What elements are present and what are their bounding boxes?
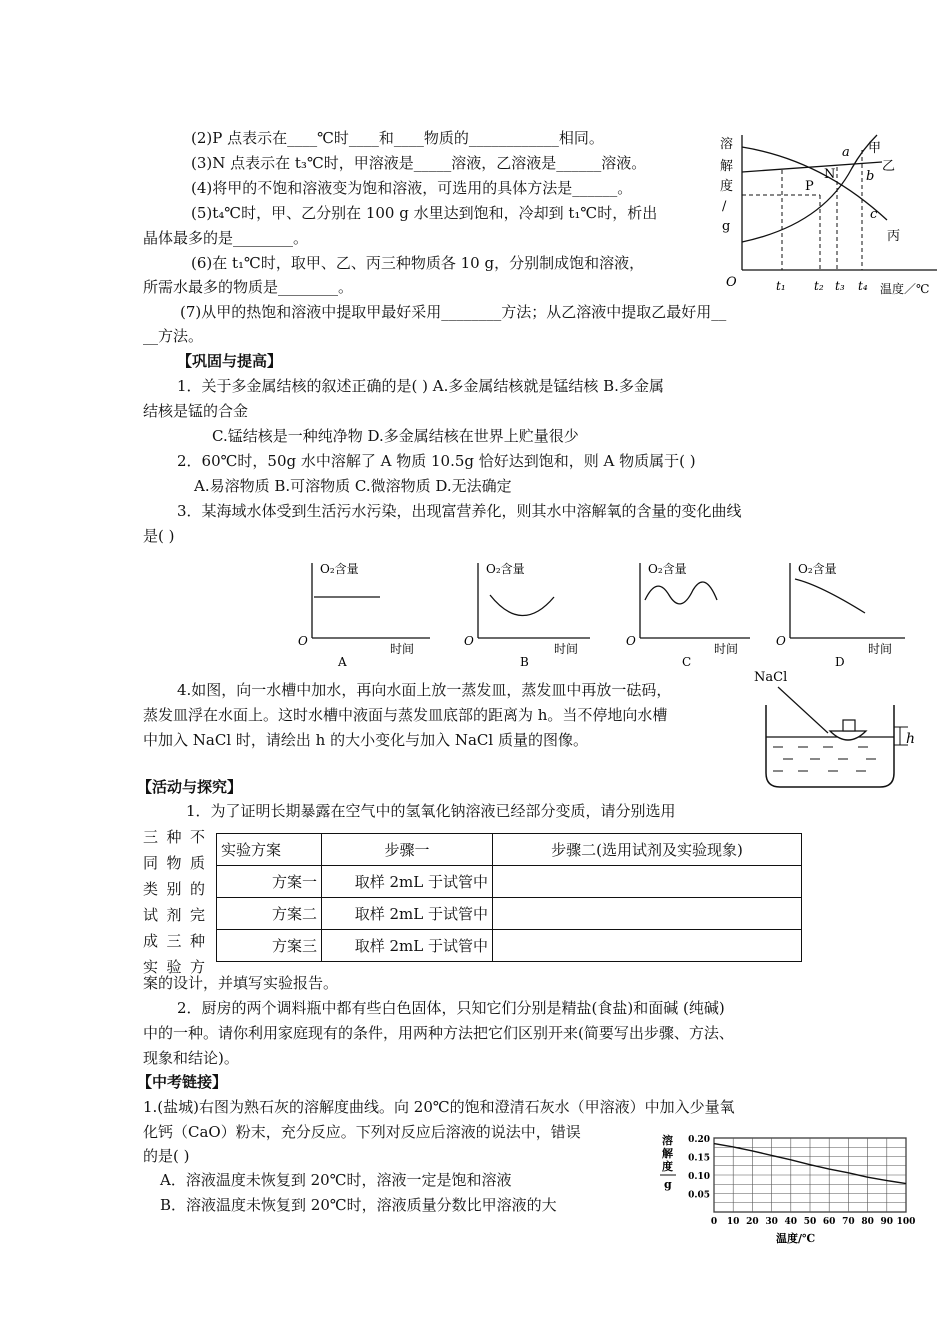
- c-q4-line3: 中加入 NaCl 时，请绘出 h 的大小变化与加入 NaCl 质量的图像。: [143, 731, 588, 749]
- e-option-b: B．溶液温度未恢复到 20℃时，溶液质量分数比甲溶液的大: [160, 1196, 557, 1214]
- c-q4-line2: 蒸发皿浮在水面上。这时水槽中液面与蒸发皿底部的距离为 h。当不停地向水槽: [143, 706, 668, 724]
- table-cell: 取样 2mL 于试管中: [322, 898, 493, 930]
- e-q1-line2: 化钙（CaO）粉末，充分反应。下列对反应后溶液的说法中，错误: [143, 1123, 581, 1141]
- q-n-point: (3)N 点表示在 t₃℃时，甲溶液是_____溶液，乙溶液是______溶液。: [191, 154, 647, 172]
- svg-text:度: 度: [662, 1160, 673, 1173]
- o2-chart-d: [776, 562, 905, 669]
- lime-x-tick-label: 30: [765, 1217, 778, 1227]
- a-q1-vertical-4: 试 剂 完: [143, 906, 205, 924]
- nacl-label: NaCl: [754, 670, 788, 685]
- svg-text:B: B: [520, 655, 529, 669]
- lime-x-tick-label: 40: [784, 1217, 798, 1227]
- table-cell: 方案一: [217, 866, 322, 898]
- svg-text:A: A: [338, 655, 347, 669]
- lime-x-ticks: [711, 1217, 916, 1227]
- c-q1-line1: 1．关于多金属结核的叙述正确的是( ) A.多金属结核就是锰结核 B.多金属: [177, 377, 664, 395]
- q-water-a: (6)在 t₁℃时，取甲、乙、丙三种物质各 10 g，分别制成饱和溶液，: [191, 254, 645, 272]
- svg-text:O₂含量: O₂含量: [798, 562, 837, 576]
- table-cell: 方案二: [217, 898, 322, 930]
- lime-x-tick-label: 70: [842, 1217, 855, 1227]
- svg-text:O₂含量: O₂含量: [648, 562, 687, 576]
- svg-text:溶: 溶: [720, 137, 734, 152]
- table-cell: 方案三: [217, 930, 322, 962]
- heading-consolidate: 【巩固与提高】: [177, 352, 283, 370]
- a-q1-vertical-3: 类 别 的: [143, 880, 205, 898]
- lime-x-tick-label: 100: [896, 1217, 916, 1227]
- e-option-a: A．溶液温度未恢复到 20℃时，溶液一定是饱和溶液: [160, 1171, 512, 1189]
- tick-t2: t₂: [814, 279, 824, 293]
- svg-text:解: 解: [720, 159, 734, 174]
- c-q2-line1: 2．60℃时，50g 水中溶解了 A 物质 10.5g 恰好达到饱和，则 A 物质属于( ): [177, 452, 696, 470]
- q-crystal-a: (5)t₄℃时，甲、乙分别在 100 g 水里达到饱和，冷却到 t₁℃时，析出: [191, 204, 658, 222]
- heading-activity: 【活动与探究】: [137, 778, 243, 796]
- c-q1-line2: 结核是锰的合金: [143, 402, 249, 420]
- svg-text:溶: 溶: [662, 1134, 673, 1147]
- x-label: 温度／℃: [880, 282, 930, 296]
- y-label: [720, 136, 733, 234]
- lime-x-tick-label: 60: [822, 1217, 836, 1227]
- heading-exam: 【中考链接】: [137, 1073, 228, 1091]
- svg-text:O₂含量: O₂含量: [320, 562, 359, 576]
- lime-x-tick-label: 80: [861, 1217, 874, 1227]
- c-q3-line1: 3．某海域水体受到生活污水污染，出现富营养化，则其水中溶解氧的含量的变化曲线: [177, 502, 742, 520]
- svg-text:O₂含量: O₂含量: [486, 562, 525, 576]
- a-q1-line-end: 案的设计，并填写实验报告。: [143, 974, 339, 992]
- svg-text:O: O: [776, 634, 786, 648]
- lime-y-tick-label: 0.05: [688, 1190, 710, 1201]
- point-a-label: a: [842, 145, 850, 160]
- svg-text:O: O: [626, 634, 636, 648]
- svg-text:度: 度: [720, 179, 734, 194]
- q-extract-a: (7)从甲的热饱和溶液中提取甲最好采用________方法；从乙溶液中提取乙最好用__: [180, 303, 727, 321]
- water-dashes: [773, 747, 876, 771]
- series-bing-label: 丙: [887, 229, 901, 244]
- table-cell: 取样 2mL 于试管中: [322, 866, 493, 898]
- table-row: [217, 866, 802, 898]
- tick-t4: t₄: [858, 279, 868, 293]
- tick-t1: t₁: [776, 279, 786, 293]
- svg-text:O: O: [298, 634, 308, 648]
- o2-chart-a: [298, 562, 430, 669]
- c-q3-line2: 是( ): [143, 527, 175, 545]
- a-q1-vertical-5: 成 三 种: [143, 932, 205, 950]
- svg-text:时间: 时间: [554, 642, 579, 656]
- point-b-label: b: [866, 169, 875, 184]
- e-q1-line3: 的是( ): [143, 1147, 190, 1165]
- o2-chart-c: [626, 562, 750, 669]
- a-q1-vertical-1: 三 种 不: [143, 828, 205, 846]
- trough-figure: [748, 665, 928, 795]
- svg-text:解: 解: [662, 1147, 673, 1160]
- table-cell-blank[interactable]: [493, 930, 802, 962]
- o2-chart-b: [464, 562, 590, 669]
- a-q2-line3: 现象和结论)。: [143, 1049, 239, 1067]
- lime-y-ticks: [688, 1135, 710, 1201]
- origin-label: O: [726, 275, 737, 290]
- table-cell: 取样 2mL 于试管中: [322, 930, 493, 962]
- table-cell-blank[interactable]: [493, 866, 802, 898]
- svg-text:D: D: [835, 655, 845, 669]
- e-q1-line1: 1.(盐城)右图为熟石灰的溶解度曲线。向 20℃的饱和澄清石灰水（甲溶液）中加入少量氧: [143, 1098, 735, 1116]
- tick-t3: t₃: [835, 279, 845, 293]
- h-label: h: [906, 731, 916, 747]
- a-q1-line1: 1．为了证明长期暴露在空气中的氢氧化钠溶液已经部分变质，请分别选用: [186, 802, 676, 820]
- lime-x-tick-label: 90: [880, 1217, 894, 1227]
- table-header: 步骤二(选用试剂及实验现象): [493, 834, 802, 866]
- a-q2-line1: 2．厨房的两个调料瓶中都有些白色固体，只知它们分别是精盐(食盐)和面碱 (纯碱): [177, 999, 725, 1017]
- svg-text:g: g: [664, 1178, 672, 1191]
- a-q1-vertical-6: 实 验 方: [143, 958, 205, 976]
- svg-text:O: O: [464, 634, 474, 648]
- table-cell-blank[interactable]: [493, 898, 802, 930]
- svg-text:g: g: [722, 219, 731, 234]
- series-yi-label: 乙: [882, 159, 896, 174]
- lime-x-tick-label: 10: [726, 1217, 740, 1227]
- lime-x-label: 温度/℃: [776, 1232, 816, 1245]
- a-q2-line2: 中的一种。请你利用家庭现有的条件，用两种方法把它们区别开来(简要写出步骤、方法、: [143, 1024, 734, 1042]
- evaporating-dish: [830, 731, 866, 740]
- lime-y-tick-label: 0.20: [688, 1135, 710, 1145]
- q-crystal-b: 晶体最多的是________。: [143, 229, 309, 247]
- svg-text:/: /: [722, 199, 727, 214]
- lime-y-tick-label: 0.10: [688, 1172, 710, 1182]
- q-extract-b: __方法。: [143, 327, 204, 345]
- svg-text:时间: 时间: [714, 642, 739, 656]
- solubility-curve-figure: [712, 130, 942, 300]
- c-q4-line1: 4.如图，向一水槽中加水，再向水面上放一蒸发皿，蒸发皿中再放一砝码，: [177, 681, 672, 699]
- table-header: 实验方案: [217, 834, 322, 866]
- point-c-label: c: [870, 207, 878, 222]
- svg-text:时间: 时间: [868, 642, 893, 656]
- q-unsaturated: (4)将甲的不饱和溶液变为饱和溶液，可选用的具体方法是______。: [191, 179, 633, 197]
- svg-text:C: C: [682, 655, 692, 669]
- lime-y-label: [660, 1133, 676, 1191]
- point-p-label: P: [805, 179, 814, 194]
- c-q1-line3: C.锰结核是一种纯净物 D.多金属结核在世界上贮量很少: [212, 427, 579, 445]
- point-n-label: N: [824, 167, 836, 182]
- q-water-b: 所需水最多的物质是________。: [143, 278, 354, 296]
- c-q2-line2: A.易溶物质 B.可溶物质 C.微溶物质 D.无法确定: [194, 477, 512, 495]
- lime-x-tick-label: 0: [710, 1217, 718, 1227]
- o2-charts-figure: [290, 555, 910, 670]
- lime-y-tick-label: 0.15: [688, 1153, 710, 1164]
- weight: [843, 720, 855, 731]
- curve-yi: [742, 162, 882, 172]
- table-row: [217, 898, 802, 930]
- experiment-report-table: [216, 833, 802, 962]
- lime-x-tick-label: 50: [803, 1217, 817, 1227]
- table-header: 步骤一: [322, 834, 493, 866]
- q-p-point: (2)P 点表示在____℃时____和____物质的____________相同。: [191, 129, 604, 147]
- table-header-row: [217, 834, 802, 866]
- table-row: [217, 930, 802, 962]
- a-q1-vertical-2: 同 物 质: [143, 854, 205, 872]
- svg-text:时间: 时间: [390, 642, 415, 656]
- lime-x-tick-label: 20: [746, 1217, 759, 1227]
- series-jia-label: 甲: [868, 141, 882, 156]
- lime-solubility-chart: [658, 1128, 928, 1246]
